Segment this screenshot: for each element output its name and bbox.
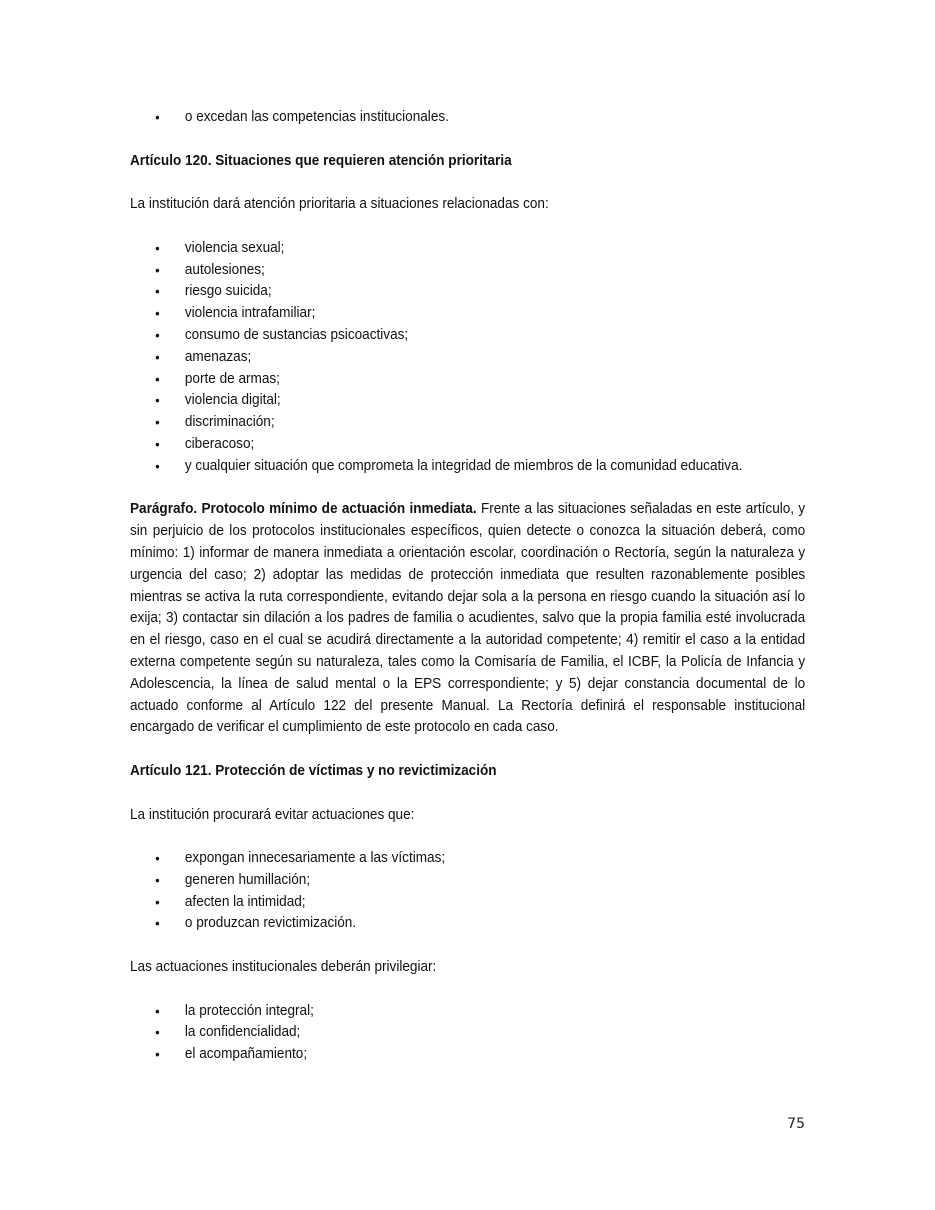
list-item: • violencia digital; — [130, 390, 805, 412]
list-item: • autolesiones; — [130, 260, 805, 282]
bullet-icon: • — [155, 1046, 160, 1063]
list-item: • la confidencialidad; — [130, 1022, 805, 1044]
list-item: • y cualquier situación que comprometa la integridad de miembros de la comunidad educativa. — [130, 456, 805, 478]
bullet-icon: • — [155, 392, 160, 409]
list-item: • afecten la intimidad; — [130, 892, 805, 914]
list-item: • o excedan las competencias institucionales. — [130, 107, 805, 129]
list-item: • discriminación; — [130, 412, 805, 434]
bullet-icon: • — [155, 1002, 160, 1019]
paragrafo-paragraph — [130, 499, 805, 739]
bullet-icon: • — [155, 370, 160, 387]
bullet-icon: • — [155, 871, 160, 888]
list-item: • violencia intrafamiliar; — [130, 303, 805, 325]
list-item: • porte de armas; — [130, 369, 805, 391]
list-item: • expongan innecesariamente a las víctimas; — [130, 848, 805, 870]
bullet-icon: • — [155, 261, 160, 278]
paragrafo-body: Frente a las situaciones señaladas en este artículo, y sin perjuicio de los protocolos institucionales específicos, quien detecte o conozca la situación deberá, como mínimo: 1) informar de manera inmediata a orientación escolar, coordinación o Rectoría, según la naturaleza y urgencia del caso; 2) adoptar las medidas de protección inmediata que resulten razonablemente posibles mientras se activa la ruta correspondiente, evitando dejar sola a la persona en riesgo cuando la situación así lo exija; 3) contactar sin dilación a los padres de familia o acudientes, salvo que la propia familia esté involucrada en el riesgo, caso en el cual se acudirá directamente a la autoridad competente; 4) remitir el caso a la entidad externa competente según su naturaleza, tales como la Comisaría de Familia, el ICBF, la Policía de Infancia y Adolescencia, la línea de salud mental o la EPS correspondiente; y 5) dejar constancia documental de lo actuado conforme al Artículo 122 del presente Manual. La Rectoría definirá el responsable institucional encargado de verificar el cumplimiento de este protocolo en cada caso. — [130, 501, 806, 736]
bullet-icon: • — [155, 1024, 160, 1041]
article-120-intro: La institución dará atención prioritaria a situaciones relacionadas con: — [130, 196, 549, 213]
list-item: • o produzcan revictimización. — [130, 913, 805, 935]
bullet-icon: • — [155, 326, 160, 343]
bullet-icon: • — [155, 283, 160, 300]
bullet-icon: • — [155, 457, 160, 474]
list-item: • la protección integral; — [130, 1001, 805, 1023]
article-121-intro-2: Las actuaciones institucionales deberán privilegiar: — [130, 959, 437, 976]
list-item: • violencia sexual; — [130, 238, 805, 260]
article-121-intro: La institución procurará evitar actuaciones que: — [130, 806, 415, 823]
article-120-list — [130, 238, 805, 478]
list-item: • el acompañamiento; — [130, 1044, 805, 1066]
bullet-icon: • — [155, 348, 160, 365]
list-item: • amenazas; — [130, 347, 805, 369]
article-121-heading: Artículo 121. Protección de víctimas y no revictimización — [130, 762, 497, 779]
bullet-icon: • — [155, 109, 160, 125]
list-item: • generen humillación; — [130, 870, 805, 892]
bullet-icon: • — [155, 239, 160, 256]
list-item: • consumo de sustancias psicoactivas; — [130, 325, 805, 347]
article-120-heading: Artículo 120. Situaciones que requieren atención prioritaria — [130, 152, 512, 169]
bullet-icon: • — [155, 435, 160, 452]
list-item: • ciberacoso; — [130, 434, 805, 456]
page-number: 75 — [787, 1116, 805, 1132]
paragrafo-title: Parágrafo. Protocolo mínimo de actuación inmediata. — [130, 501, 477, 518]
page-content — [130, 107, 805, 1066]
article-121-list — [130, 848, 805, 935]
bullet-icon: • — [155, 414, 160, 431]
bullet-icon: • — [155, 850, 160, 867]
intro-list — [130, 107, 805, 129]
bullet-icon: • — [155, 305, 160, 322]
bullet-icon: • — [155, 915, 160, 932]
article-121-list-2 — [130, 1001, 805, 1066]
bullet-icon: • — [155, 893, 160, 910]
list-item: • riesgo suicida; — [130, 281, 805, 303]
